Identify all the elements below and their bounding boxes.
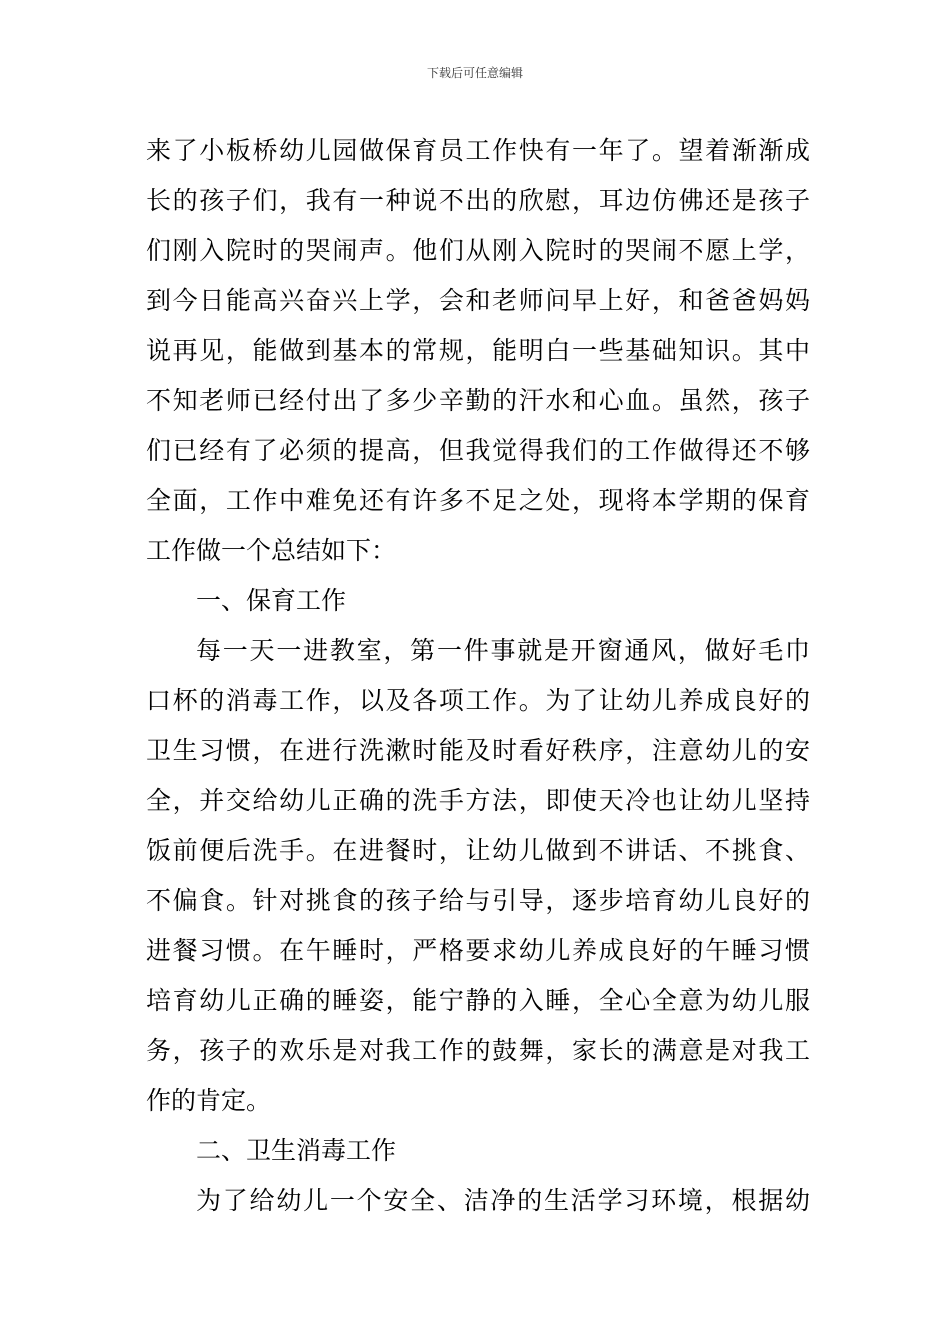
text-line: 们已经有了必须的提高，但我觉得我们的工作做得还不够 xyxy=(146,436,810,465)
text-line: 每一天一进教室，第一件事就是开窗通风，做好毛巾 xyxy=(196,636,810,665)
text-line: 务，孩子的欢乐是对我工作的鼓舞，家长的满意是对我工 xyxy=(146,1036,810,1065)
text-line: 培育幼儿正确的睡姿，能宁静的入睡，全心全意为幼儿服 xyxy=(146,986,810,1015)
text-line: 说再见，能做到基本的常规，能明白一些基础知识。其中 xyxy=(146,336,810,365)
text-line: 不知老师已经付出了多少辛勤的汗水和心血。虽然，孩子 xyxy=(146,386,810,415)
section-heading: 二、卫生消毒工作 xyxy=(196,1136,397,1165)
text-line: 来了小板桥幼儿园做保育员工作快有一年了。望着渐渐成 xyxy=(146,136,810,165)
text-line: 到今日能高兴奋兴上学，会和老师问早上好，和爸爸妈妈 xyxy=(146,286,810,315)
text-line: 们刚入院时的哭闹声。他们从刚入院时的哭闹不愿上学， xyxy=(146,236,810,265)
text-line: 作的肯定。 xyxy=(146,1086,272,1115)
document-body xyxy=(146,126,810,1226)
section-heading: 一、保育工作 xyxy=(196,586,347,615)
text-line: 全，并交给幼儿正确的洗手方法，即使天冷也让幼儿坚持 xyxy=(146,786,810,815)
page-header: 下载后可任意编辑 xyxy=(426,66,523,80)
text-line: 长的孩子们，我有一种说不出的欣慰，耳边仿佛还是孩子 xyxy=(146,186,810,215)
text-line: 卫生习惯，在进行洗漱时能及时看好秩序，注意幼儿的安 xyxy=(146,736,810,765)
text-line: 全面，工作中难免还有许多不足之处，现将本学期的保育 xyxy=(146,486,810,515)
text-line: 进餐习惯。在午睡时，严格要求幼儿养成良好的午睡习惯 xyxy=(146,936,810,965)
text-line: 饭前便后洗手。在进餐时，让幼儿做到不讲话、不挑食、 xyxy=(146,836,810,865)
text-line: 不偏食。针对挑食的孩子给与引导，逐步培育幼儿良好的 xyxy=(146,886,810,915)
text-line: 口杯的消毒工作，以及各项工作。为了让幼儿养成良好的 xyxy=(146,686,810,715)
text-line: 工作做一个总结如下： xyxy=(146,536,397,565)
text-line: 为了给幼儿一个安全、洁净的生活学习环境，根据幼 xyxy=(196,1186,810,1215)
